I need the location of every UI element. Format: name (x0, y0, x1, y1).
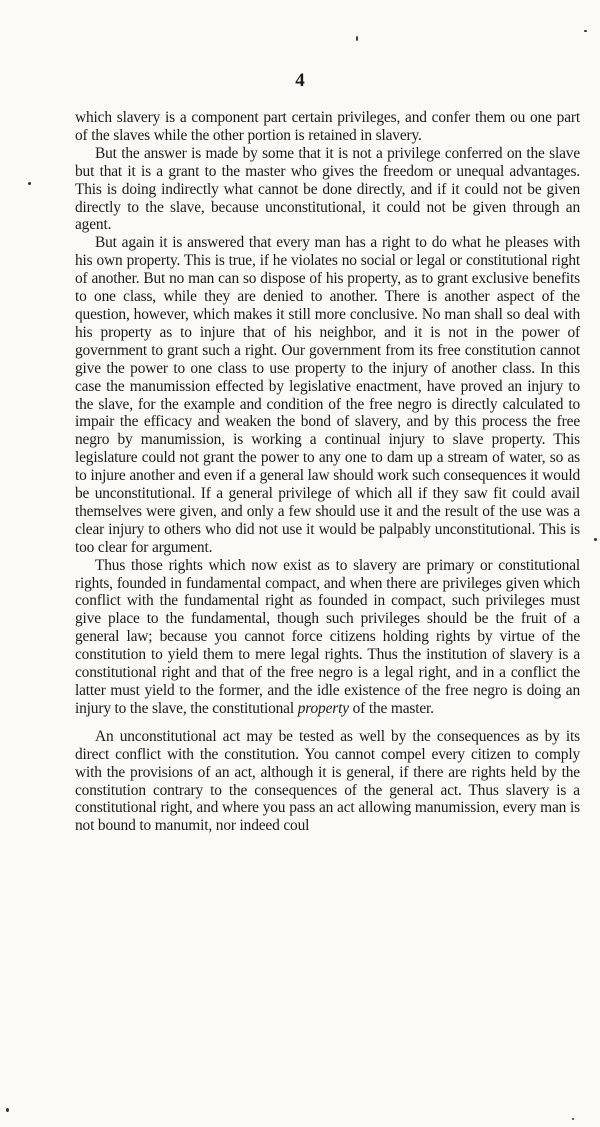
ink-speck (572, 1118, 574, 1120)
ink-speck (28, 182, 31, 185)
paragraph-text: of the master. (348, 699, 434, 717)
ink-speck (594, 538, 597, 541)
body-text (75, 109, 580, 835)
page-number: 4 (295, 70, 305, 91)
paragraph: which slavery is a component part certain privileges, and confer them ou one part of the slaves while the other portion is retained in slavery. (75, 109, 580, 144)
emphasized-word: property (297, 699, 349, 717)
ink-speck (584, 30, 587, 32)
paragraph: But the answer is made by some that it is not a privilege conferred on the slave but that it is a grant to the master who gives the freedom or unequal advantages. This is doing indirectly what cannot be done directly, and if it could not be given directly to the slave, because unconstitutional, it could not be given through an agent. (75, 144, 580, 234)
paragraph-text: Thus those rights which now exist as to slavery are primary or constitutional rights, founded in fundamental compact, and when there are privileges given which conflict with the fundamental right as founded in compact, such privileges must give place to the fundamental, though such privileges should be the fruit of a general law; because you cannot force citizens holding rights by virtue of the constitution to yield them to mere legal rights. Thus the institution of slavery is a constitutional right and that of the free negro is a legal right, and in a conflict the latter must yield to the former, and the idle existence of the free negro is doing an injury to the slave, the constitutional (75, 556, 580, 717)
paragraph: But again it is answered that every man has a right to do what he pleases with his own property. This is true, if he violates no social or legal or constitutional right of another. But no man can so dispose of his property, as to grant exclusive benefits to one class, while they are denied to another. There is another aspect of the question, however, which makes it still more conclusive. No man shall so deal with his property as to injure that of his neighbor, and it is not in the power of government to grant such a right. Our government from its free constitution cannot give the power to one class to use property to the injury of another class. In this case the manumission effected by legislative enactment, have proved an injury to the slave, for the example and condition of the free negro is directly calculated to impair the efficacy and weaken the bond of slavery, and by this process the free negro by manumission, is working a continual injury to slave property. This legislature could not grant the power to any one to dam up a stream of water, so as to injure another and even if a general law should work such consequences it would be unconstitutional. If a general privilege of which all if they saw fit could avail themselves were given, and only a few should use it and the result of the use was a clear injury to others who did not use it would be palpably unconstitutional. This is too clear for argument. (75, 234, 580, 556)
ink-speck (356, 36, 358, 41)
paragraph (75, 557, 580, 718)
paragraph: An unconstitutional act may be tested as well by the consequences as by its direct conflict with the constitution. You cannot compel every citizen to comply with the provisions of an act, although it is general, if there are rights held by the constitution contrary to the consequences of the general act. Thus slavery is a constitutional right, and where you pass an act allowing manumission, every man is not bound to manumit, nor indeed coul (75, 727, 580, 835)
ink-speck (6, 1108, 9, 1112)
